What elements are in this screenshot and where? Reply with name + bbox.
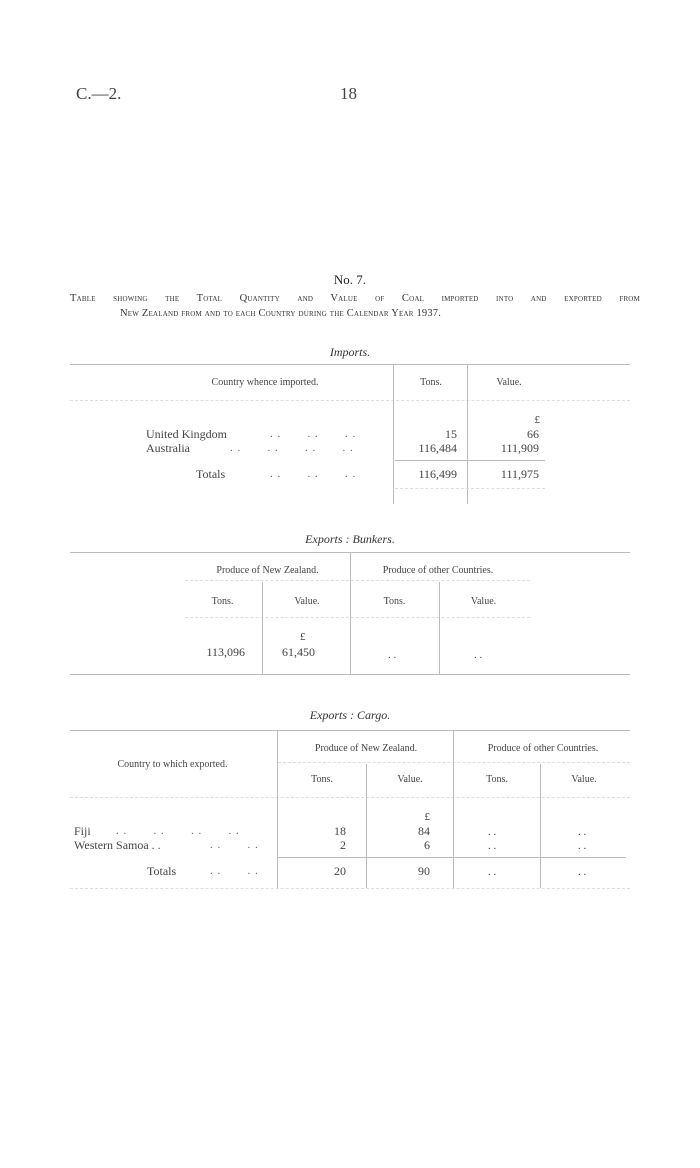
table-title-line-1: Table showing the Total Quantity and Value of Coal imported into and exported from <box>70 293 640 304</box>
imports-col-tons: Tons. <box>420 377 442 388</box>
bunkers-col-nz-value: Value. <box>294 596 320 607</box>
imports-country: United Kingdom <box>146 427 227 441</box>
cargo-header-rule <box>70 797 630 798</box>
imports-country: Australia <box>146 441 190 455</box>
cargo-tons: 2 <box>340 838 346 852</box>
cargo-col-country: Country to which exported. <box>117 759 228 770</box>
leader-dots: . . . . <box>210 865 259 877</box>
cargo-divider-country <box>277 730 278 888</box>
leader-dots: . . . . <box>210 839 259 851</box>
cargo-group-rule <box>278 762 630 763</box>
cargo-col-nz-value: Value. <box>397 774 423 785</box>
cargo-other-value: . . <box>578 826 587 838</box>
document-code: C.—2. <box>76 84 122 103</box>
bunkers-currency: £ <box>300 631 306 643</box>
imports-totals-tons: 116,499 <box>418 467 457 481</box>
imports-header-rule <box>70 400 630 401</box>
imports-heading: Imports. <box>329 345 371 359</box>
imports-value: 66 <box>527 427 539 441</box>
cargo-totals-value: 90 <box>418 864 430 878</box>
bunkers-divider-groups <box>350 552 351 674</box>
bunkers-nz-value: 61,450 <box>282 645 315 659</box>
leader-dots: . . . . . . <box>270 468 357 480</box>
cargo-currency: £ <box>424 811 430 823</box>
leader-dots: . . . . . . . . <box>116 825 240 837</box>
leader-dots: . . . . . . . . <box>230 442 354 454</box>
imports-bottom-rule <box>395 488 545 489</box>
cargo-value: 6 <box>424 838 430 852</box>
cargo-divider-other <box>540 764 541 888</box>
imports-totals-label: Totals <box>196 467 226 481</box>
bunkers-heading: Exports : Bunkers. <box>305 532 395 546</box>
imports-currency: £ <box>534 414 540 426</box>
imports-col-value: Value. <box>496 377 522 388</box>
bunkers-col-nz-tons: Tons. <box>211 596 234 607</box>
cargo-col-other-tons: Tons. <box>486 774 508 785</box>
bunkers-nz-tons: 113,096 <box>206 645 245 659</box>
cargo-other-value: . . <box>578 840 587 852</box>
cargo-country: Western Samoa . . <box>74 838 161 852</box>
cargo-totals-label: Totals <box>147 864 177 878</box>
cargo-bottom-rule <box>70 888 630 889</box>
cargo-totals-other-value: . . <box>578 866 587 878</box>
imports-tons: 15 <box>445 427 457 441</box>
imports-tons: 116,484 <box>418 441 457 455</box>
cargo-divider-groups <box>453 730 454 888</box>
imports-divider-2 <box>467 364 468 504</box>
imports-totals-rule <box>395 460 545 461</box>
bunkers-group-other: Produce of other Countries. <box>382 565 494 576</box>
bunkers-header-rule <box>185 617 530 618</box>
cargo-other-tons: . . <box>488 826 497 838</box>
cargo-country: Fiji <box>74 824 91 838</box>
cargo-value: 84 <box>418 824 430 838</box>
bunkers-group-nz: Produce of New Zealand. <box>216 565 319 576</box>
bunkers-other-value: . . <box>474 649 483 661</box>
cargo-other-tons: . . <box>488 840 497 852</box>
bunkers-group-rule <box>185 580 530 581</box>
cargo-heading: Exports : Cargo. <box>309 708 391 722</box>
imports-col-country: Country whence imported. <box>211 377 319 388</box>
imports-divider-1 <box>393 364 394 504</box>
table-title-line-2: New Zealand from and to each Country during the Calendar Year 1937. <box>120 308 442 319</box>
cargo-group-other: Produce of other Countries. <box>487 743 599 754</box>
cargo-divider-nz <box>366 764 367 888</box>
cargo-totals-rule <box>278 857 626 858</box>
imports-value: 111,909 <box>500 441 539 455</box>
page-number: 18 <box>340 84 357 103</box>
bunkers-bottom-rule <box>70 674 630 675</box>
cargo-top-rule <box>70 730 630 731</box>
cargo-col-other-value: Value. <box>571 774 597 785</box>
cargo-tons: 18 <box>334 824 346 838</box>
cargo-totals-other-tons: . . <box>488 866 497 878</box>
table-number: No. 7. <box>333 272 367 287</box>
cargo-group-nz: Produce of New Zealand. <box>314 743 418 754</box>
cargo-totals-tons: 20 <box>334 864 346 878</box>
imports-top-rule <box>70 364 630 365</box>
bunkers-col-other-tons: Tons. <box>383 596 406 607</box>
cargo-col-nz-tons: Tons. <box>311 774 333 785</box>
bunkers-divider-other <box>439 582 440 674</box>
leader-dots: . . . . . . <box>270 428 357 440</box>
bunkers-col-other-value: Value. <box>470 596 497 607</box>
imports-totals-value: 111,975 <box>500 467 539 481</box>
bunkers-other-tons: . . <box>388 649 397 661</box>
bunkers-divider-nz <box>262 582 263 674</box>
